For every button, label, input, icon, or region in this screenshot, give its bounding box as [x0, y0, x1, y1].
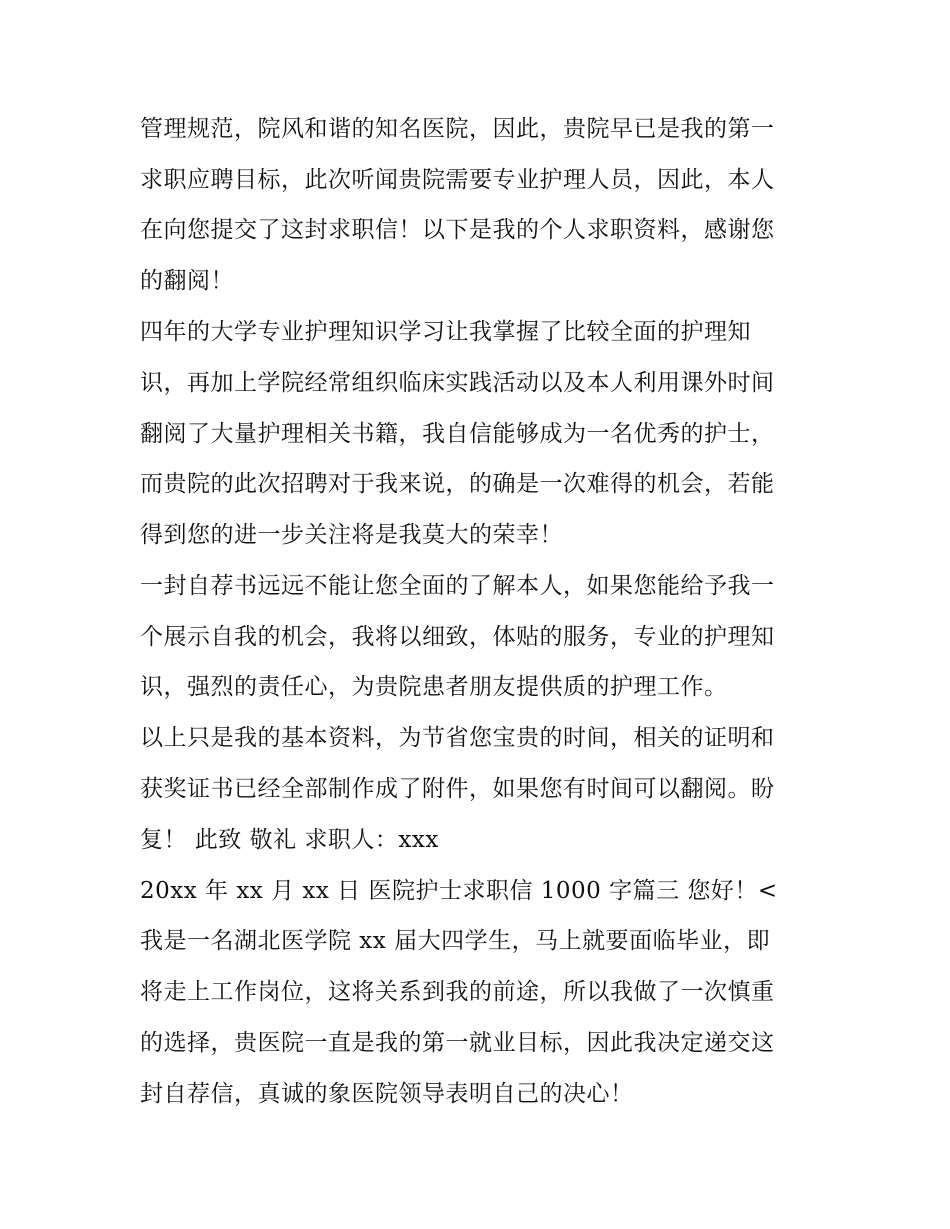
text-line: 识，强烈的责任心，为贵院患者朋友提供质的护理工作。	[140, 674, 728, 700]
text-line: 个展示自我的机会，我将以细致，体贴的服务，专业的护理知	[140, 624, 775, 650]
text-line: 得到您的进一步关注将是我莫大的荣幸！	[140, 522, 563, 548]
text-line: 复！ 此致 敬礼 求职人：xxx	[140, 827, 439, 853]
text-line: 一封自荐书远远不能让您全面的了解本人，如果您能给予我一	[140, 573, 775, 599]
text-line: 将走上工作岗位，这将关系到我的前途，所以我做了一次慎重	[140, 979, 775, 1005]
text-line: 以上只是我的基本资料，为节省您宝贵的时间，相关的证明和	[140, 725, 775, 751]
text-line: 翻阅了大量护理相关书籍，我自信能够成为一名优秀的护士，	[140, 421, 775, 447]
text-line: 我是一名湖北医学院 xx 届大四学生，马上就要面临毕业，即	[140, 928, 771, 954]
text-line: 四年的大学专业护理知识学习让我掌握了比较全面的护理知	[140, 319, 751, 345]
text-line: 而贵院的此次招聘对于我来说，的确是一次难得的机会，若能	[140, 471, 775, 497]
text-line: 获奖证书已经全部制作成了附件，如果您有时间可以翻阅。盼	[140, 776, 775, 802]
text-line: 20xx 年 xx 月 xx 日 医院护士求职信 1000 字篇三 您好！<	[140, 878, 778, 904]
text-line: 封自荐信，真诚的象医院领导表明自己的决心！	[140, 1081, 634, 1107]
text-line: 识，再加上学院经常组织临床实践活动以及本人利用课外时间	[140, 370, 775, 396]
text-line: 的选择，贵医院一直是我的第一就业目标，因此我决定递交这	[140, 1030, 775, 1056]
text-line: 在向您提交了这封求职信！以下是我的个人求职资料，感谢您	[140, 217, 775, 243]
text-line: 管理规范，院风和谐的知名医院，因此，贵院早已是我的第一	[140, 116, 775, 142]
text-line: 的翻阅！	[140, 268, 234, 294]
text-line: 求职应聘目标，此次听闻贵院需要专业护理人员，因此，本人	[140, 167, 775, 193]
